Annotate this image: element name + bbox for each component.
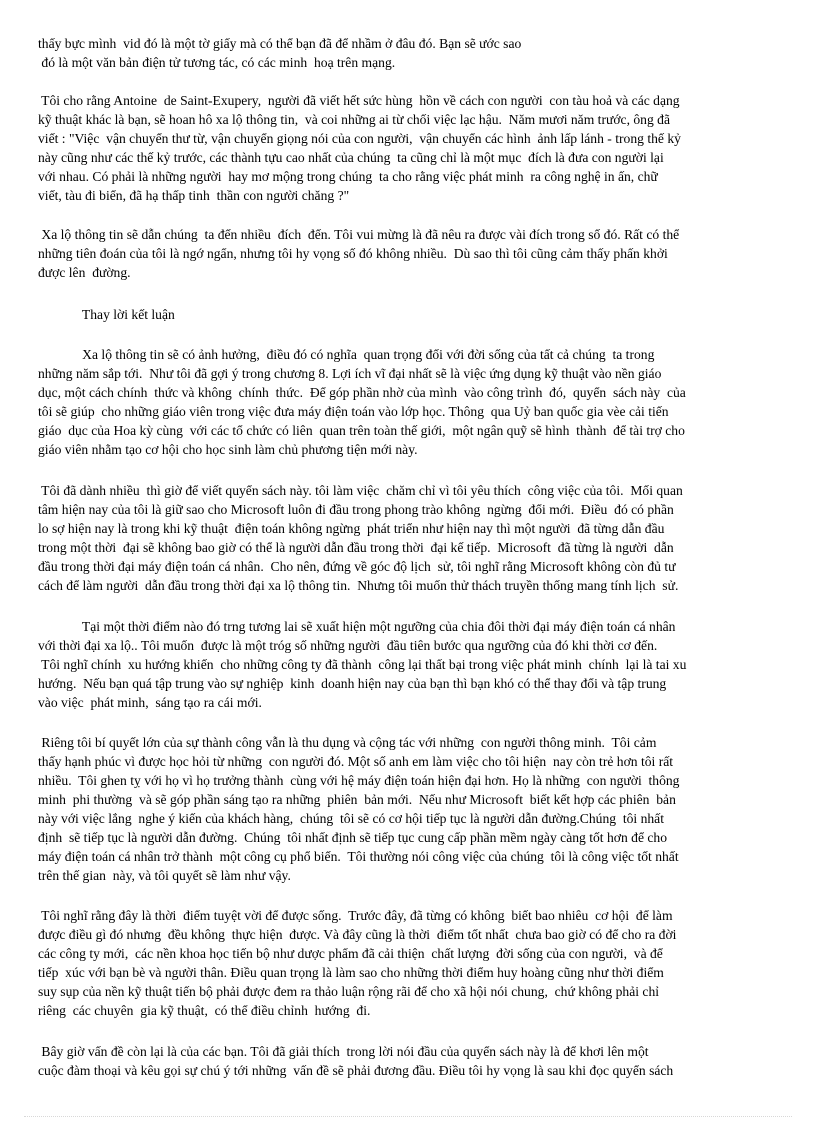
text-line: được lên đường.	[38, 265, 131, 280]
text-line: viết, tàu đi biển, đã hạ thấp tinh thần con người chăng ?"	[38, 188, 350, 203]
text-line: trên thế gian này, và tôi quyết sẽ làm như vậy.	[38, 868, 291, 883]
text-line: Tại một thời điểm nào đó trng tương lai sẽ xuất hiện một ngưỡng của chia đôi thời đại máy điện toán cá nhân	[38, 619, 676, 634]
text-line: nhiều. Tôi ghen tỵ với họ vì họ trưởng thành cùng với hệ máy điện toán hiện đại hơn. Họ là những con người thông	[38, 773, 680, 788]
text-line: vào việc phát minh, sáng tạo ra cái mới.	[38, 695, 262, 710]
text-line: Tôi nghĩ rằng đây là thời điểm tuyệt vời để được sống. Trước đây, đã từng có không biết bao nhiêu cơ hội để làm	[38, 908, 673, 923]
text-line: cách để làm người dẫn đầu trong thời đại xa lộ thông tin. Nhưng tôi muốn thử thách truyền thống mang tính lịch sử.	[38, 578, 679, 593]
text-line: máy điện toán cá nhân trở thành một công cụ phổ biến. Tôi thường nói công việc của chúng tôi là công việc tốt nhất	[38, 849, 679, 864]
text-line: kỹ thuật khác là bạn, sẽ hoan hô xa lộ thông tin, và coi những ai từ chối việc lạc hậu. Năm mươi năm trước, ông đã	[38, 112, 670, 127]
text-line: hướng. Nếu bạn quá tập trung vào sự nghiệp kinh doanh hiện nay của bạn thì bạn khó có thể thay đổi và tập trung	[38, 676, 667, 691]
text-line: Xa lộ thông tin sẽ dẫn chúng ta đến nhiều đích đến. Tôi vui mừng là đã nêu ra được vài đích trong số đó. Rất có thể	[38, 227, 680, 242]
text-line: này với việc lắng nghe ý kiến của khách hàng, chúng tôi sẽ có cơ hội tiếp tục là người dẫn đường.Chúng tôi nhất	[38, 811, 664, 826]
text-line: thấy hạnh phúc vì được học hỏi từ những con người đó. Một số anh em làm việc cho tôi hiện nay còn trẻ hơn tôi rất	[38, 754, 674, 769]
text-line: với nhau. Có phải là những người hay mơ mộng trong chúng ta cho rằng việc phát minh ra công nghệ in ấn, chữ	[38, 169, 658, 184]
text-line: minh phi thường và sẽ góp phần sáng tạo ra những phiên bản mới. Nếu như Microsoft biết kết hợp các phiên bản	[38, 792, 676, 807]
text-line: định sẽ tiếp tục là người dẫn đường. Chúng tôi nhất định sẽ tiếp tục cung cấp phần mềm ngày càng tốt hơn để cho	[38, 830, 668, 845]
text-line: các công ty mới, các nền khoa học tiến bộ như dược phẩm đã cải thiện chất lượng đời sống của con người, và để	[38, 946, 663, 961]
text-line: suy sụp của nền kỹ thuật tiến bộ phải được đem ra thảo luận rộng rãi để cho xã hội nói chung, chứ không phải chỉ	[38, 984, 660, 999]
section-heading: Thay lời kết luận	[38, 307, 175, 322]
text-line: giáo dục của Hoa kỳ cùng với các tổ chức có liên quan trên toàn thế giới, một ngân quỹ sẽ hình thành để tài trợ cho	[38, 423, 685, 438]
text-line: dục, một cách chính thức và không chính thức. Để góp phần nhờ của mình vào công trình đó, quyển sách này của	[38, 385, 686, 400]
text-line: tiếp xúc với bạn bè và người thân. Điều quan trọng là làm sao cho những thời điểm huy hoàng cũng như thời điểm	[38, 965, 664, 980]
text-line: riêng các chuyên gia kỹ thuật, có thể điều chỉnh hướng đi.	[38, 1003, 371, 1018]
text-line: với thời đại xa lộ.. Tôi muốn được là một tróg số những người đầu tiên bước qua ngưỡng của đó khi thời cơ đến.	[38, 638, 658, 653]
text-line: Xa lộ thông tin sẽ có ảnh hưởng, điều đó có nghĩa quan trọng đối với đời sống của tất cả chúng ta trong	[38, 347, 655, 362]
text-line: Tôi cho rằng Antoine de Saint-Exupery, người đã viết hết sức hùng hồn về cách con người con tàu hoả và các dạng	[38, 93, 680, 108]
text-line: đầu trong thời đại máy điện toán cá nhân. Cho nên, đứng về góc độ lịch sử, tôi nghĩ rằng Microsoft không còn đủ tư	[38, 559, 676, 574]
text-line: Bây giờ vấn đề còn lại là của các bạn. Tôi đã giải thích trong lời nói đầu của quyển sách này là để khơi lên một	[38, 1044, 649, 1059]
text-line: Tôi đã dành nhiều thì giờ để viết quyển sách này. tôi làm việc chăm chỉ vì tôi yêu thích công việc của tôi. Mối quan	[38, 483, 683, 498]
text-line: Tôi nghĩ chính xu hướng khiến cho những công ty đã thành công lại thất bại trong việc phát minh chính lại là tai xu	[38, 657, 687, 672]
text-line: được điều gì đó nhưng đều không thực hiện được. Và đây cũng là thời điểm tốt nhất chưa bao giờ có để cho ra đời	[38, 927, 677, 942]
text-line: thấy bực mình vid đó là một tờ giấy mà có thể bạn đã để nhầm ở đâu đó. Bạn sẽ ước sao	[38, 36, 522, 51]
text-line: tôi sẽ giúp cho những giáo viên trong việc đưa máy điện toán vào lớp học. Thông qua Uỷ ban quốc gia vèe cải tiến	[38, 404, 669, 419]
text-line: lo sợ hiện nay là trong khi kỹ thuật điện toán không ngừng phát triển như hiện nay thì một người đã từng dẫn đầu	[38, 521, 665, 536]
text-line: cuộc đàm thoại và kêu gọi sự chú ý tới những vấn đề sẽ phải đương đầu. Điều tôi hy vọng là sau khi đọc quyển sách	[38, 1063, 674, 1078]
text-line: trong một thời đại sẽ không bao giờ có thể là người dẫn đầu trong thời đại kế tiếp. Microsoft đã từng là người dẫn	[38, 540, 674, 555]
text-line: đó là một văn bản điện tử tương tác, có các minh hoạ trên mạng.	[38, 55, 396, 70]
text-line: Riêng tôi bí quyết lớn của sự thành công vẫn là thu dụng và cộng tác với những con người thông minh. Tôi cảm	[38, 735, 657, 750]
text-line: tâm hiện nay của tôi là giữ sao cho Microsoft luôn đi đầu trong phong trào không ngừng đổi mới. Điều đó có phần	[38, 502, 674, 517]
text-line: những tiên đoán của tôi là ngớ ngẩn, nhưng tôi hy vọng số đó không nhiều. Dù sao thì tôi cũng cảm thấy phấn khởi	[38, 246, 668, 261]
page-bottom-rule	[24, 1116, 792, 1117]
text-line: viết : "Việc vận chuyển thư từ, vận chuyển giọng nói của con người, vận chuyển các hình ảnh lấp lánh - trong thế kỷ	[38, 131, 681, 146]
text-line: này cũng như các thế kỷ trước, các thành tựu cao nhất của chúng ta cũng chỉ là một mục đích là đưa con người lại	[38, 150, 664, 165]
text-line: những năm sắp tới. Như tôi đã gợi ý trong chương 8. Lợi ích vĩ đại nhất sẽ là việc ứng dụng kỹ thuật vào nền giáo	[38, 366, 662, 381]
text-line: giáo viên nhằm tạo cơ hội cho học sinh làm chủ phương tiện mới này.	[38, 442, 418, 457]
